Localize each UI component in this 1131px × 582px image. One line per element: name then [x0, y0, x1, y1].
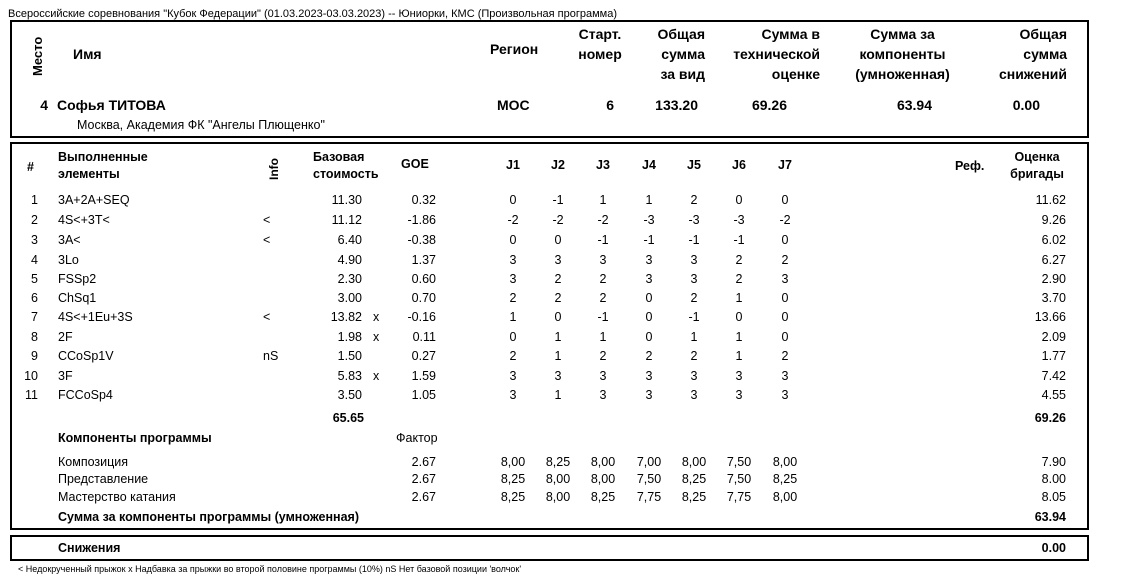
judge-mark: 3	[690, 388, 698, 402]
judge-mark: -3	[733, 213, 745, 227]
element-code: 3F	[58, 369, 73, 383]
skater-rank: 4	[40, 97, 48, 113]
element-base: 13.82	[330, 310, 362, 324]
judge-mark: 2	[735, 272, 743, 286]
element-goe: 1.59	[411, 369, 436, 383]
judge-mark: 0	[645, 330, 653, 344]
judge-mark: 3	[781, 369, 789, 383]
component-name: Композиция	[58, 455, 129, 469]
element-row	[0, 291, 1131, 310]
judge-mark: -2	[597, 213, 609, 227]
element-score: 6.02	[1041, 233, 1066, 247]
components-sum-value: 63.94	[1034, 510, 1066, 524]
judge-mark: 1	[599, 330, 607, 344]
judge-mark: 2	[690, 349, 698, 363]
element-row	[0, 233, 1131, 252]
judge-mark: 3	[690, 272, 698, 286]
element-info: <	[263, 213, 271, 227]
judge-mark: 3	[509, 369, 517, 383]
element-score: 9.26	[1041, 213, 1066, 227]
skater-ded: 0.00	[1012, 97, 1040, 113]
judge-mark: 3	[554, 369, 562, 383]
judge-mark: 2	[599, 272, 607, 286]
element-base: 3.50	[337, 388, 362, 402]
info-header: Info	[267, 158, 281, 180]
goe-header: GOE	[401, 157, 429, 171]
element-number: 5	[31, 272, 38, 286]
component-judge-mark: 8,25	[500, 472, 526, 486]
judge-mark: 2	[690, 193, 698, 207]
element-goe: 0.70	[411, 291, 436, 305]
judge-mark: 3	[781, 272, 789, 286]
judge-mark: 0	[509, 233, 517, 247]
element-row	[0, 253, 1131, 272]
judge-mark: -1	[688, 233, 700, 247]
judge-mark: 0	[781, 193, 789, 207]
element-score: 13.66	[1034, 310, 1066, 324]
deductions-value: 0.00	[1041, 541, 1066, 555]
judge-header: J4	[642, 158, 656, 172]
deductions-label: Снижения	[58, 541, 121, 555]
element-number: 11	[25, 388, 38, 402]
tes-total: 69.26	[1034, 411, 1066, 425]
skater-start: 6	[606, 97, 614, 113]
component-judge-mark: 7,75	[726, 490, 752, 504]
pcs-header: Сумма за компоненты (умноженная)	[855, 26, 950, 82]
judge-mark: -3	[688, 213, 700, 227]
judge-mark: 1	[509, 310, 517, 324]
element-goe: 0.27	[411, 349, 436, 363]
element-number: 8	[31, 330, 38, 344]
component-factor: 2.67	[411, 455, 436, 469]
element-info: <	[263, 233, 271, 247]
element-goe: 1.37	[411, 253, 436, 267]
judge-header: J5	[687, 158, 701, 172]
start-header: Старт. номер	[578, 26, 622, 62]
element-base: 4.90	[337, 253, 362, 267]
judge-mark: 3	[690, 369, 698, 383]
judge-mark: 0	[735, 193, 743, 207]
element-goe: 0.60	[411, 272, 436, 286]
component-judge-mark: 7,75	[636, 490, 662, 504]
judge-mark: 1	[735, 349, 743, 363]
judge-mark: 0	[509, 330, 517, 344]
skater-pcs: 63.94	[896, 97, 932, 113]
component-score: 8.00	[1041, 472, 1066, 486]
element-code: CCoSp1V	[58, 349, 114, 363]
element-goe: -0.38	[407, 233, 436, 247]
element-row	[0, 369, 1131, 388]
judge-header: J1	[506, 158, 520, 172]
component-judge-mark: 8,00	[545, 472, 571, 486]
judge-mark: 2	[554, 272, 562, 286]
judge-header: J6	[732, 158, 746, 172]
component-judge-mark: 8,25	[772, 472, 798, 486]
component-row	[0, 472, 1131, 491]
judge-mark: 0	[781, 233, 789, 247]
element-row	[0, 310, 1131, 329]
total-header: Общая сумма за вид	[657, 26, 705, 82]
component-score: 7.90	[1041, 455, 1066, 469]
element-number: 3	[31, 233, 38, 247]
element-code: 3A+2A+SEQ	[58, 193, 130, 207]
element-score: 3.70	[1041, 291, 1066, 305]
judge-mark: 3	[599, 253, 607, 267]
component-name: Мастерство катания	[58, 490, 176, 504]
element-row	[0, 193, 1131, 212]
component-judge-mark: 8,00	[772, 490, 798, 504]
skater-region: МОС	[497, 97, 530, 113]
judge-mark: 3	[645, 369, 653, 383]
judge-mark: -1	[597, 310, 609, 324]
tes-header: Сумма в технической оценке	[733, 26, 820, 82]
element-number: 4	[31, 253, 38, 267]
element-code: 3Lo	[58, 253, 79, 267]
element-base: 5.83	[337, 369, 362, 383]
judge-mark: 3	[690, 253, 698, 267]
components-title: Компоненты программы	[58, 431, 212, 445]
element-number: 7	[31, 310, 38, 324]
element-code: 2F	[58, 330, 73, 344]
skater-name: Софья ТИТОВА	[57, 97, 166, 113]
judge-mark: 1	[645, 193, 653, 207]
judge-mark: 0	[554, 310, 562, 324]
judge-mark: 2	[690, 291, 698, 305]
judge-mark: 1	[554, 388, 562, 402]
judge-mark: -2	[779, 213, 791, 227]
judge-mark: 3	[735, 388, 743, 402]
component-row	[0, 490, 1131, 509]
components-sum-label: Сумма за компоненты программы (умноженная)	[58, 510, 359, 524]
judge-mark: -1	[597, 233, 609, 247]
judge-mark: 2	[599, 291, 607, 305]
element-score: 1.77	[1041, 349, 1066, 363]
component-judge-mark: 7,50	[636, 472, 662, 486]
judge-mark: 3	[509, 272, 517, 286]
num-header: #	[27, 160, 34, 174]
judge-header: J3	[596, 158, 610, 172]
ded-header: Общая сумма снижений	[998, 26, 1067, 82]
element-bonus-x: x	[373, 310, 380, 324]
factor-header: Фактор	[396, 431, 438, 445]
component-judge-mark: 8,00	[681, 455, 707, 469]
element-score: 2.90	[1041, 272, 1066, 286]
element-score: 2.09	[1041, 330, 1066, 344]
component-judge-mark: 8,00	[772, 455, 798, 469]
element-code: ChSq1	[58, 291, 97, 305]
element-goe: 0.11	[412, 330, 436, 344]
judge-mark: 1	[735, 291, 743, 305]
element-base: 11.12	[331, 213, 362, 227]
judge-mark: 3	[599, 369, 607, 383]
judge-mark: 0	[645, 310, 653, 324]
judge-mark: 3	[645, 388, 653, 402]
element-code: 4S<+1Eu+3S	[58, 310, 133, 324]
element-base: 1.98	[337, 330, 362, 344]
deductions-box	[10, 535, 1089, 561]
component-judge-mark: 8,00	[590, 472, 616, 486]
skater-tes: 69.26	[751, 97, 787, 113]
component-judge-mark: 8,00	[590, 455, 616, 469]
element-row	[0, 388, 1131, 407]
element-number: 9	[31, 349, 38, 363]
element-base: 6.40	[337, 233, 362, 247]
component-judge-mark: 8,25	[545, 455, 571, 469]
judge-mark: 0	[645, 291, 653, 305]
element-base: 11.30	[331, 193, 362, 207]
skater-total: 133.20	[655, 97, 698, 113]
element-code: FCCoSp4	[58, 388, 113, 402]
judge-mark: -1	[688, 310, 700, 324]
judge-mark: 0	[781, 330, 789, 344]
judge-header: J7	[778, 158, 792, 172]
component-judge-mark: 7,50	[726, 455, 752, 469]
judge-mark: 1	[690, 330, 698, 344]
rank-header: Место	[30, 36, 45, 76]
element-score: 7.42	[1041, 369, 1066, 383]
elements-header: Выполненные элементы	[58, 150, 148, 181]
judge-mark: -1	[733, 233, 745, 247]
judge-mark: 2	[509, 349, 517, 363]
element-info: <	[263, 310, 271, 324]
element-goe: 0.32	[411, 193, 436, 207]
element-base: 2.30	[337, 272, 362, 286]
component-judge-mark: 8,25	[681, 490, 707, 504]
component-name: Представление	[58, 472, 149, 486]
judge-mark: 1	[554, 330, 562, 344]
element-goe: 1.05	[411, 388, 436, 402]
judge-mark: 0	[554, 233, 562, 247]
element-number: 6	[31, 291, 38, 305]
element-number: 10	[24, 369, 38, 383]
judge-mark: 2	[509, 291, 517, 305]
component-judge-mark: 8,25	[590, 490, 616, 504]
judge-mark: 3	[735, 369, 743, 383]
judge-mark: -1	[552, 193, 564, 207]
element-row	[0, 349, 1131, 368]
judge-mark: 1	[554, 349, 562, 363]
judge-mark: 3	[781, 388, 789, 402]
component-judge-mark: 8,00	[500, 455, 526, 469]
element-row	[0, 213, 1131, 232]
judge-mark: 3	[645, 272, 653, 286]
judge-mark: 3	[554, 253, 562, 267]
component-judge-mark: 8,25	[500, 490, 526, 504]
element-code: 3A<	[58, 233, 81, 247]
judge-mark: 0	[781, 310, 789, 324]
base-total: 65.65	[332, 411, 364, 425]
judge-header: J2	[551, 158, 565, 172]
judge-mark: 0	[509, 193, 517, 207]
element-number: 2	[31, 213, 38, 227]
judge-mark: 2	[735, 253, 743, 267]
element-score: 6.27	[1041, 253, 1066, 267]
footnote: < Недокрученный прыжок x Надбавка за прыжки во второй половине программы (10%) nS Нет базовой позиции 'волчок'	[18, 564, 522, 574]
element-code: FSSp2	[58, 272, 97, 286]
base-header: Базовая стоимость	[313, 150, 379, 181]
judge-mark: -2	[552, 213, 564, 227]
element-bonus-x: x	[373, 369, 380, 383]
judge-mark: 2	[645, 349, 653, 363]
judge-mark: 2	[781, 349, 789, 363]
element-code: 4S<+3T<	[58, 213, 110, 227]
judge-mark: 3	[645, 253, 653, 267]
component-judge-mark: 7,50	[726, 472, 752, 486]
judge-mark: 0	[735, 310, 743, 324]
judge-mark: -1	[643, 233, 655, 247]
score-header: Оценка бригады	[1010, 150, 1064, 181]
element-goe: -0.16	[407, 310, 436, 324]
element-bonus-x: x	[373, 330, 380, 344]
component-judge-mark: 7,00	[636, 455, 662, 469]
judge-mark: 2	[554, 291, 562, 305]
element-score: 11.62	[1035, 193, 1066, 207]
element-row	[0, 272, 1131, 291]
skater-club: Москва, Академия ФК "Ангелы Плющенко"	[77, 118, 325, 132]
ref-header: Реф.	[955, 159, 985, 173]
judge-mark: -3	[643, 213, 655, 227]
name-header: Имя	[73, 46, 102, 62]
judge-mark: 3	[509, 388, 517, 402]
component-score: 8.05	[1041, 490, 1066, 504]
judge-mark: 0	[781, 291, 789, 305]
element-base: 1.50	[337, 349, 362, 363]
element-goe: -1.86	[407, 213, 436, 227]
component-judge-mark: 8,25	[681, 472, 707, 486]
element-info: nS	[263, 349, 279, 363]
element-number: 1	[31, 193, 38, 207]
element-score: 4.55	[1041, 388, 1066, 402]
judge-mark: -2	[507, 213, 519, 227]
component-factor: 2.67	[411, 472, 436, 486]
judge-mark: 2	[599, 349, 607, 363]
judge-mark: 3	[509, 253, 517, 267]
page-title: Всероссийские соревнования "Кубок Федерации" (01.03.2023-03.03.2023) -- Юниорки, КМС (Произвольная программа)	[8, 8, 618, 20]
judge-mark: 1	[735, 330, 743, 344]
judge-mark: 3	[599, 388, 607, 402]
region-header: Регион	[490, 41, 539, 57]
element-base: 3.00	[337, 291, 362, 305]
judge-mark: 2	[781, 253, 789, 267]
element-row	[0, 330, 1131, 349]
component-factor: 2.67	[411, 490, 436, 504]
judge-mark: 1	[599, 193, 607, 207]
component-judge-mark: 8,00	[545, 490, 571, 504]
